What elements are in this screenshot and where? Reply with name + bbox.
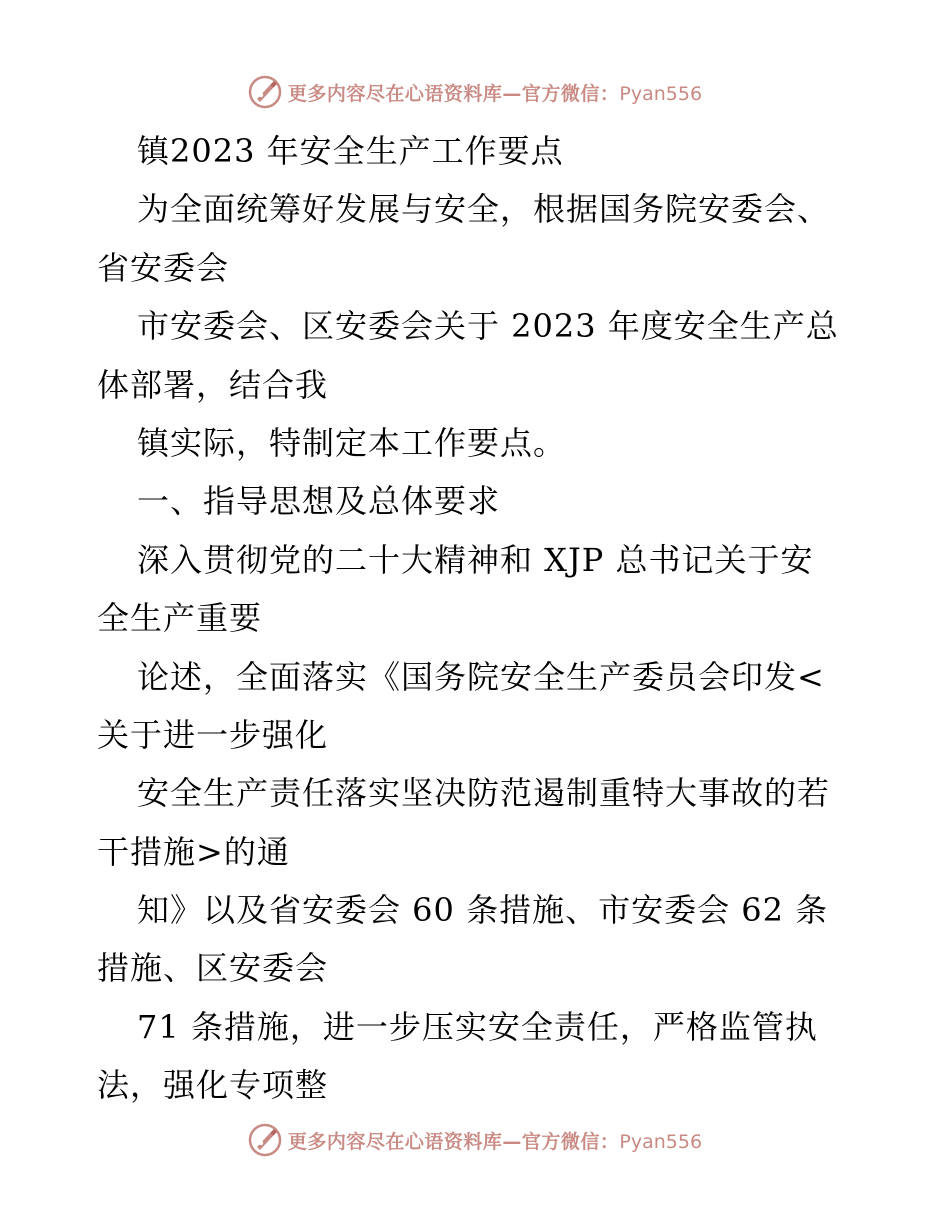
doc-line: 安全生产责任落实坚决防范遏制重特大事故的若 [137, 774, 831, 813]
pen-nib-logo-icon [248, 1123, 282, 1157]
doc-line: 措施、区安委会 [97, 949, 329, 988]
watermark-text [288, 79, 702, 106]
doc-line: 体部署，结合我 [97, 365, 329, 404]
watermark-text [288, 1127, 702, 1154]
document-body [97, 122, 857, 1115]
doc-line: 论述，全面落实《国务院安全生产委员会印发< [137, 657, 825, 696]
doc-line: 干措施>的通 [97, 832, 290, 871]
watermark-wechat-id: Pyan556 [619, 82, 703, 105]
watermark-wechat-id: Pyan556 [619, 1130, 703, 1153]
doc-line: 全生产重要 [97, 599, 263, 638]
doc-line: 法，强化专项整 [97, 1066, 329, 1105]
pen-nib-logo-icon [248, 75, 282, 109]
doc-line: 镇实际，特制定本工作要点。 [137, 423, 567, 462]
doc-title: 镇2023 年安全生产工作要点 [137, 132, 564, 170]
doc-line: 知》以及省安委会 60 条措施、市安委会 62 条 [137, 891, 829, 930]
doc-line: 为全面统筹好发展与安全，根据国务院安委会、 [137, 190, 831, 229]
header-watermark [0, 72, 950, 112]
doc-line: 71 条措施，进一步压实安全责任，严格监管执 [137, 1007, 818, 1046]
doc-line: 省安委会 [97, 248, 230, 287]
section-heading: 一、指导思想及总体要求 [137, 482, 501, 521]
watermark-text-cn: 更多内容尽在心语资料库—官方微信： [287, 82, 620, 105]
doc-line: 深入贯彻党的二十大精神和 XJP 总书记关于安 [137, 540, 814, 579]
footer-watermark [0, 1120, 950, 1160]
doc-line: 关于进一步强化 [97, 715, 329, 754]
doc-line: 市安委会、区安委会关于 2023 年度安全生产总 [137, 307, 839, 346]
watermark-text-cn: 更多内容尽在心语资料库—官方微信： [287, 1130, 620, 1153]
